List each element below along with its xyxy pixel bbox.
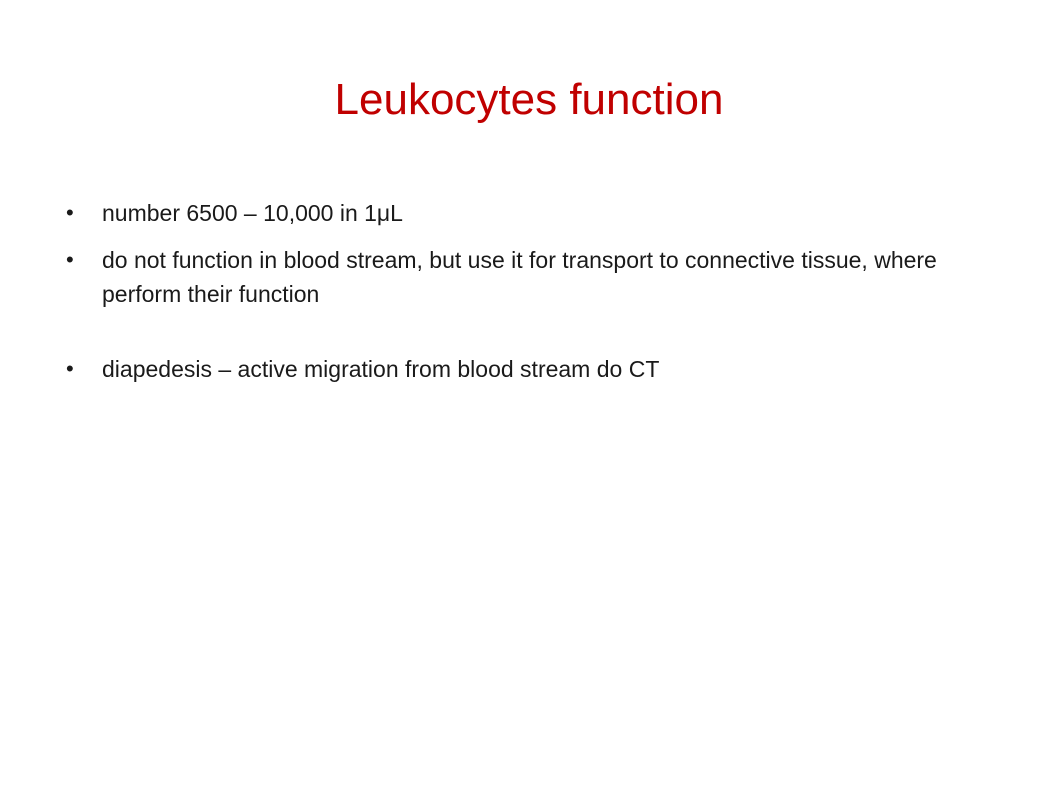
slide-title: Leukocytes function bbox=[334, 75, 724, 124]
bullet-list bbox=[66, 196, 1006, 386]
bullet-text: do not function in blood stream, but use it for transport to connective tissue, where perform their function bbox=[102, 247, 937, 307]
list-item bbox=[66, 243, 1006, 311]
list-item bbox=[66, 196, 1006, 230]
bullet-icon: • bbox=[66, 356, 74, 381]
bullet-icon: • bbox=[66, 200, 74, 225]
bullet-icon: • bbox=[66, 247, 74, 272]
list-item bbox=[66, 352, 1006, 386]
bullet-text: number 6500 – 10,000 in 1μL bbox=[102, 200, 403, 226]
bullet-text: diapedesis – active migration from blood stream do CT bbox=[102, 356, 660, 382]
